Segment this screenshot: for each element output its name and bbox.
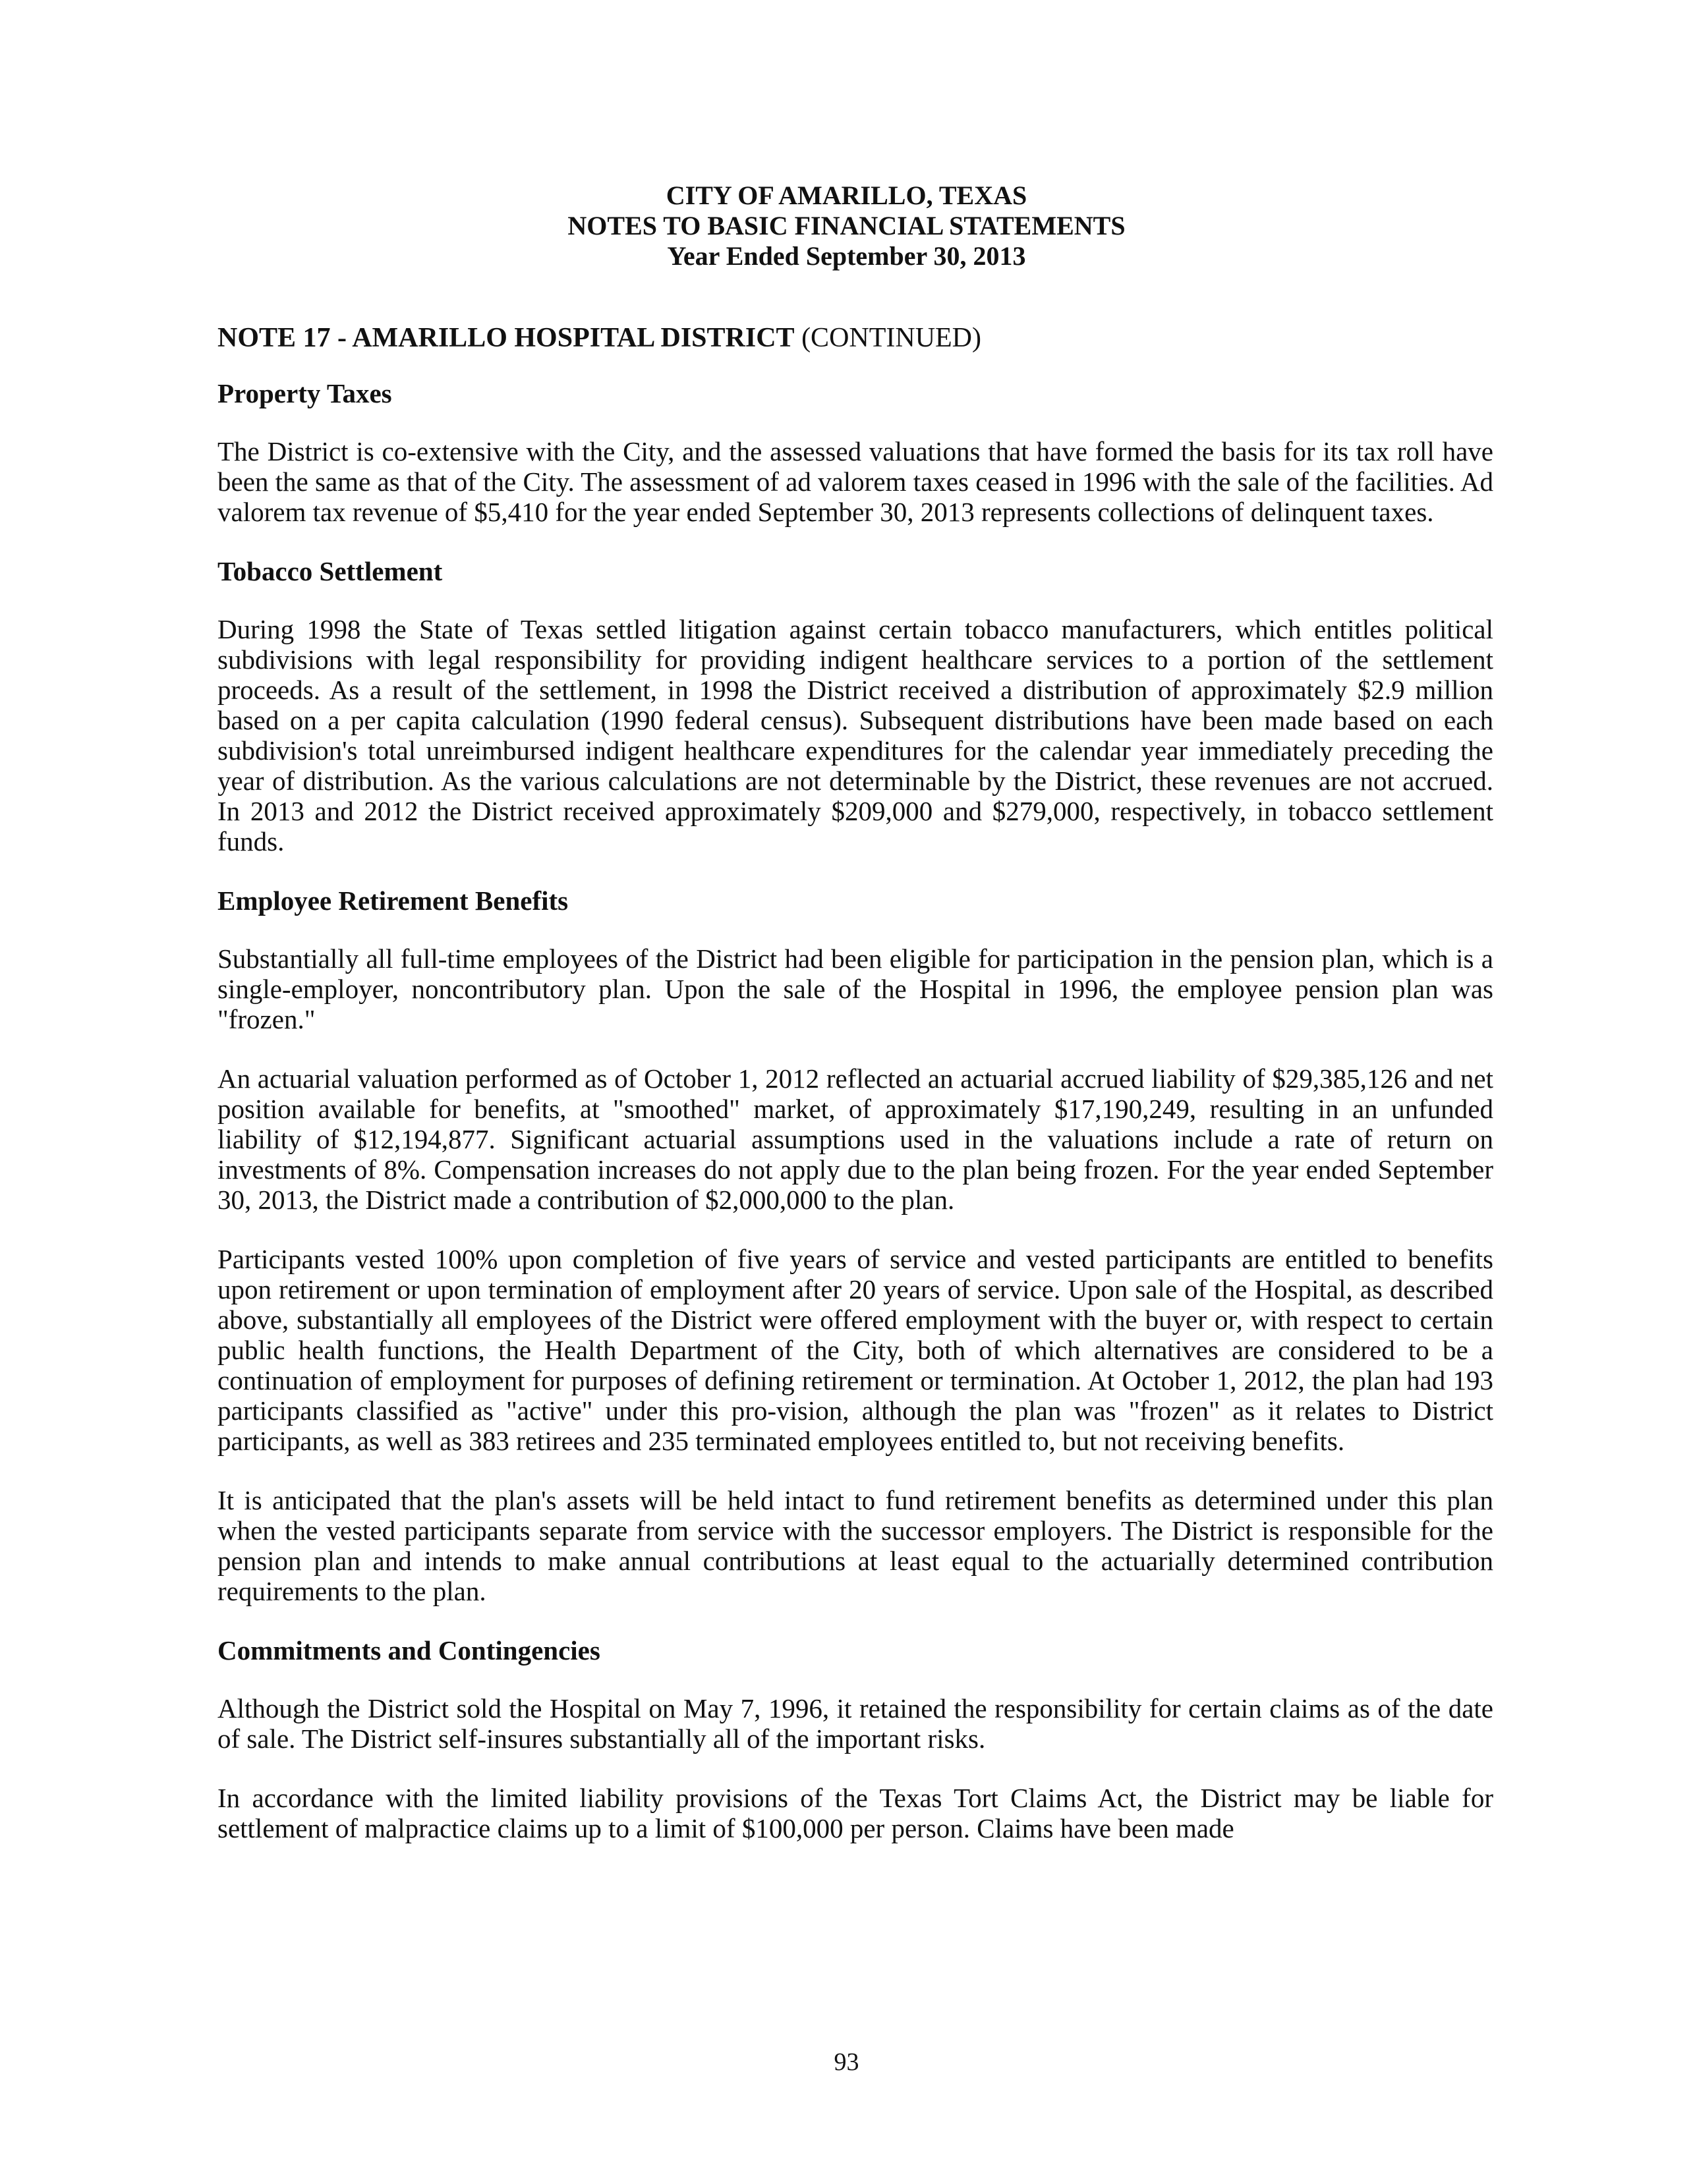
note-title [217,323,1493,353]
paragraph-tort-claims: In accordance with the limited liability provisions of the Texas Tort Claims Act, the District may be liable for settlement of malpractice claims up to a limit of $100,000 per person. Claims have been made [217,1783,1493,1843]
paragraph-actuarial-valuation: An actuarial valuation performed as of October 1, 2012 reflected an actuarial accrued liability of $29,385,126 and net position available for benefits, at "smoothed" market, of approximately $17,190,249, resulting in an unfunded liability of $12,194,877. Significant actuarial assumptions used in the valuations include a rate of return on investments of 8%. Compensation increases do not apply due to the plan being frozen. For the year ended September 30, 2013, the District made a contribution of $2,000,000 to the plan. [217,1063,1493,1215]
paragraph-hospital-sale-claims: Although the District sold the Hospital on May 7, 1996, it retained the responsibility for certain claims as of the date of sale. The District self-insures substantially all of the important risks. [217,1693,1493,1754]
note-title-continued: (CONTINUED) [794,323,982,353]
document-body [217,323,1493,1872]
paragraph-retirement-eligibility: Substantially all full-time employees of the District had been eligible for participation in the pension plan, which is a single-employer, noncontributory plan. Upon the sale of the Hospital in 1996, the employee pension plan was "frozen." [217,943,1493,1034]
section-heading-tobacco-settlement: Tobacco Settlement [217,556,443,586]
header-document-title: NOTES TO BASIC FINANCIAL STATEMENTS [567,211,1126,240]
document-header [0,181,1693,271]
page-number: 93 [834,2048,859,2076]
section-heading-commitments: Commitments and Contingencies [217,1635,600,1666]
paragraph-plan-assets: It is anticipated that the plan's assets will be held intact to fund retirement benefits as determined under this plan when the vested participants separate from service with the successor employers. The District is responsible for the pension plan and intends to make annual contributions at least equal to the actuarially determined contribution requirements to the plan. [217,1485,1493,1606]
header-period: Year Ended September 30, 2013 [667,241,1026,271]
note-title-main: NOTE 17 - AMARILLO HOSPITAL DISTRICT [217,323,795,353]
paragraph-vesting: Participants vested 100% upon completion of five years of service and vested participants are entitled to benefits upon retirement or upon termination of employment after 20 years of service. Upon sale of the Hospital, as described above, substantially all employees of the District were offered employment with the buyer or, with respect to certain public health functions, the Health Department of the City, both of which alternatives are considered to be a continuation of employment for purposes of defining retirement or termination. At October 1, 2012, the plan had 193 participants classified as "active" under this pro-vision, although the plan was "frozen" as it relates to District participants, as well as 383 retirees and 235 terminated employees entitled to, but not receiving benefits. [217,1244,1493,1456]
section-heading-property-taxes: Property Taxes [217,378,392,408]
paragraph-tobacco-settlement: During 1998 the State of Texas settled litigation against certain tobacco manufacturers, which entitles political subdivisions with legal responsibility for providing indigent healthcare services to a portion of the settlement proceeds. As a result of the settlement, in 1998 the District received a distribution of approximately $2.9 million based on a per capita calculation (1990 federal census). Subsequent distributions have been made based on each subdivision's total unreimbursed indigent healthcare expenditures for the calendar year immediately preceding the year of distribution. As the various calculations are not determinable by the District, these revenues are not accrued. In 2013 and 2012 the District received approximately $209,000 and $279,000, respectively, in tobacco settlement funds. [217,614,1493,856]
paragraph-property-taxes: The District is co-extensive with the City, and the assessed valuations that have formed the basis for its tax roll have been the same as that of the City. The assessment of ad valorem taxes ceased in 1996 with the sale of the facilities. Ad valorem tax revenue of $5,410 for the year ended September 30, 2013 represents collections of delinquent taxes. [217,436,1493,527]
header-entity-name: CITY OF AMARILLO, TEXAS [666,181,1027,210]
section-heading-employee-retirement: Employee Retirement Benefits [217,885,569,916]
